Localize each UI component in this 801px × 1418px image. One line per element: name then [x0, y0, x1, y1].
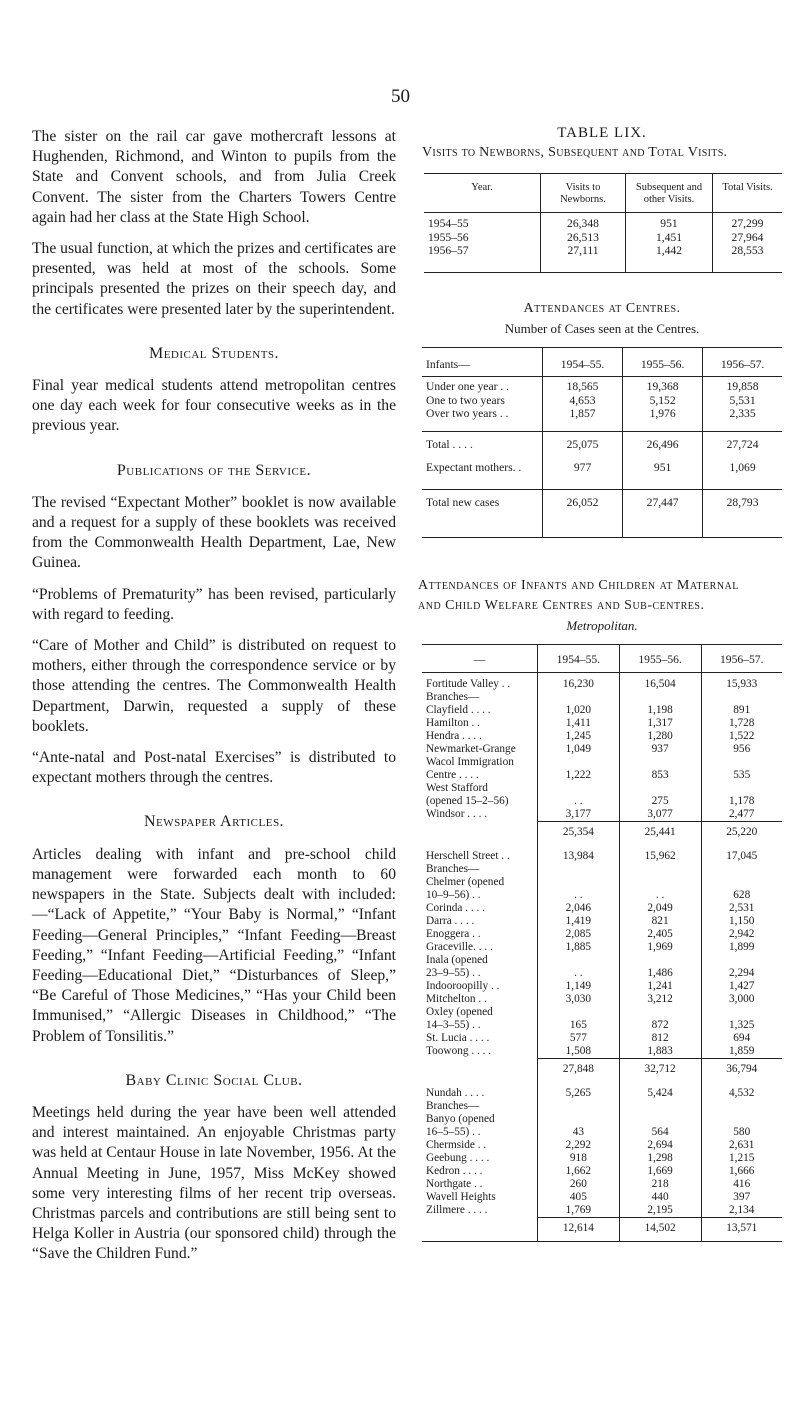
attendance-cell: 2,085 — [538, 928, 620, 941]
visits-subsequent-cell: 951 — [626, 213, 713, 231]
attendance-cell — [701, 954, 782, 967]
attendance-cell — [701, 1006, 782, 1019]
centre-name-cell: Mitchelton . . — [426, 993, 487, 1005]
attendance-cell: 1,280 — [619, 730, 701, 743]
centre-name-cell: Centre . . . . — [426, 769, 479, 781]
maternal-heading-line-2: and Child Welfare Centres and Sub-centres. — [418, 598, 705, 613]
attendance-cell: 956 — [701, 743, 782, 756]
table-row — [422, 1006, 782, 1019]
medical-students-text: Final year medical students attend metropolitan centres one day each week for four consecutive weeks as in the previous year. — [32, 377, 396, 435]
attendance-cell: 2,049 — [619, 902, 701, 915]
table-row — [422, 769, 782, 782]
attendance-cell: 577 — [538, 1032, 620, 1045]
centre-name-cell: Kedron . . . . — [426, 1165, 483, 1177]
table-row — [422, 730, 782, 743]
attendance-cell: 628 — [701, 889, 782, 902]
centres-expectant-label: Expectant mothers. . — [426, 461, 522, 474]
attendance-cell: 1,427 — [701, 980, 782, 993]
attendance-cell: 1,178 — [701, 795, 782, 808]
attendance-cell: 1,419 — [538, 915, 620, 928]
subtotal-cell: 25,354 — [538, 822, 620, 846]
attendance-cell: 1,241 — [619, 980, 701, 993]
attendance-cell: 2,531 — [701, 902, 782, 915]
centres-cell: 5,531 — [703, 394, 782, 408]
attendance-cell: 1,899 — [701, 941, 782, 954]
visits-total-cell: 27,964 — [713, 231, 783, 245]
attendance-cell — [701, 756, 782, 769]
visits-newborns-cell: 27,111 — [541, 244, 626, 272]
centre-name-cell: 14–3–55) . . — [426, 1019, 481, 1031]
table-row — [422, 394, 782, 408]
attendance-cell: . . — [619, 889, 701, 902]
table-row — [422, 863, 782, 876]
maternal-table — [422, 644, 782, 1242]
centres-row-label: Over two years . . — [426, 407, 509, 420]
attendance-cell: 16,504 — [619, 673, 701, 692]
attendance-cell: 1,969 — [619, 941, 701, 954]
attendance-cell — [701, 863, 782, 876]
visits-header-subsequent: Subsequent and other Visits. — [626, 174, 713, 213]
attendance-cell — [701, 1100, 782, 1113]
centre-name-cell: Hamilton . . — [426, 717, 480, 729]
attendance-cell — [619, 954, 701, 967]
centre-name-cell: Geebung . . . . — [426, 1152, 490, 1164]
centres-cell: 977 — [543, 461, 623, 489]
centres-total-new-cell: 27,447 — [623, 489, 703, 538]
table-row — [422, 756, 782, 769]
attendance-cell: 2,477 — [701, 808, 782, 822]
centre-name-cell: Clayfield . . . . — [426, 704, 491, 716]
attendance-cell: 5,265 — [538, 1082, 620, 1100]
right-column — [418, 125, 782, 1242]
attendance-cell — [619, 876, 701, 889]
centre-name-cell: Enoggera . . — [426, 928, 481, 940]
visits-newborns-cell: 26,348 — [541, 213, 626, 231]
attendance-cell: 1,198 — [619, 704, 701, 717]
visits-header-total: Total Visits. — [713, 174, 783, 213]
attendance-cell: 218 — [619, 1178, 701, 1191]
attendance-cell: 2,942 — [701, 928, 782, 941]
subtotal-cell: 32,712 — [619, 1059, 701, 1083]
attendance-cell: 13,984 — [538, 845, 620, 863]
centre-name-cell: Fortitude Valley . . — [426, 678, 511, 690]
centres-header-1956: 1956–57. — [703, 347, 782, 377]
attendance-cell: 853 — [619, 769, 701, 782]
table-row — [422, 782, 782, 795]
attendance-cell — [619, 1100, 701, 1113]
table-row — [422, 1019, 782, 1032]
table-row — [422, 717, 782, 730]
subtotal-row — [422, 1059, 782, 1083]
page-number: 50 — [391, 86, 410, 107]
attendance-cell — [538, 876, 620, 889]
centres-header-1955: 1955–56. — [623, 347, 703, 377]
table-row — [422, 795, 782, 808]
attendance-cell: 275 — [619, 795, 701, 808]
metropolitan-subheading: Metropolitan. — [566, 618, 638, 633]
attendance-cell — [701, 1113, 782, 1126]
table-row — [422, 1100, 782, 1113]
table-row — [422, 691, 782, 704]
centre-name-cell: Windsor . . . . — [426, 808, 488, 820]
attendance-cell — [538, 863, 620, 876]
centre-name-cell: Branches— — [426, 863, 480, 875]
attendance-cell: 1,317 — [619, 717, 701, 730]
attendance-cell: . . — [538, 795, 620, 808]
table-row — [422, 489, 782, 538]
maternal-header-blank: — — [422, 645, 538, 673]
centre-name-cell: Branches— — [426, 1100, 480, 1112]
table-row — [422, 377, 782, 394]
attendance-cell: 2,195 — [619, 1204, 701, 1218]
table-row — [422, 941, 782, 954]
attendance-cell: 937 — [619, 743, 701, 756]
attendance-cell: 1,508 — [538, 1045, 620, 1059]
table-row — [424, 213, 782, 231]
attendance-cell — [619, 863, 701, 876]
centre-name-cell: Graceville. . . . — [426, 941, 493, 953]
maternal-header-1955: 1955–56. — [619, 645, 701, 673]
table-row — [422, 902, 782, 915]
attendance-cell: 1,859 — [701, 1045, 782, 1059]
attendance-cell: 43 — [538, 1126, 620, 1139]
medical-students-heading: Medical Students. — [148, 344, 280, 362]
publications-paragraph-2: “Problems of Prematurity” has been revised, particularly with regard to feeding. — [32, 585, 396, 623]
subtotal-cell: 27,848 — [538, 1059, 620, 1083]
centre-name-cell: Herschell Street . . — [426, 850, 510, 862]
attendance-cell: 1,049 — [538, 743, 620, 756]
table-row — [422, 673, 782, 692]
centre-name-cell: Oxley (opened — [426, 1006, 493, 1018]
centres-infants-label: Infants— — [422, 347, 543, 377]
centres-cell: 5,152 — [623, 394, 703, 408]
publications-heading: Publications of the Service. — [116, 461, 312, 479]
attendance-cell: 2,294 — [701, 967, 782, 980]
maternal-header-1956: 1956–57. — [701, 645, 782, 673]
table-row — [424, 244, 782, 272]
table-row — [422, 954, 782, 967]
attendance-cell: 1,885 — [538, 941, 620, 954]
table-row — [422, 808, 782, 822]
attendance-cell: 1,149 — [538, 980, 620, 993]
subtotal-cell: 13,571 — [701, 1218, 782, 1242]
subtotal-cell: 25,441 — [619, 822, 701, 846]
centres-total-new-cell: 26,052 — [543, 489, 623, 538]
attendance-cell — [538, 756, 620, 769]
attendance-cell: 1,222 — [538, 769, 620, 782]
subtotal-cell: 14,502 — [619, 1218, 701, 1242]
attendance-cell: 405 — [538, 1191, 620, 1204]
attendance-cell: 1,666 — [701, 1165, 782, 1178]
centre-name-cell: 16–5–55) . . — [426, 1126, 481, 1138]
subtotal-cell: 12,614 — [538, 1218, 620, 1242]
attendance-cell — [701, 876, 782, 889]
centre-name-cell: Wavell Heights — [426, 1191, 496, 1203]
table-row — [422, 1032, 782, 1045]
centre-name-cell: Corinda . . . . — [426, 902, 485, 914]
centres-total-label: Total . . . . — [422, 431, 543, 461]
visits-year-cell: 1955–56 — [428, 230, 469, 244]
subtotal-blank-cell — [422, 822, 538, 846]
attendance-cell — [619, 691, 701, 704]
maternal-header-1954: 1954–55. — [538, 645, 620, 673]
attendance-cell: 397 — [701, 1191, 782, 1204]
attendance-cell: . . — [538, 889, 620, 902]
visits-subsequent-cell: 1,442 — [626, 244, 713, 272]
centre-name-cell: Indooroopilly . . — [426, 980, 500, 992]
attendance-cell: 15,962 — [619, 845, 701, 863]
centre-name-cell: 23–9–55) . . — [426, 967, 481, 979]
attendance-cell: 2,134 — [701, 1204, 782, 1218]
attendance-cell: 1,411 — [538, 717, 620, 730]
table-row — [422, 928, 782, 941]
centre-name-cell: Newmarket-Grange — [426, 743, 516, 755]
attendance-cell: 2,405 — [619, 928, 701, 941]
centre-name-cell: Chelmer (opened — [426, 876, 505, 888]
visits-year-cell: 1954–55 — [428, 217, 469, 230]
attendance-cell: 891 — [701, 704, 782, 717]
attendances-subheading: Number of Cases seen at the Centres. — [504, 320, 700, 336]
table-lix-title: TABLE LIX. — [557, 125, 647, 141]
intro-paragraph-2: The usual function, at which the prizes and certificates are presented, was held at most of the schools. Some principals presented the prizes on their speech day, and the certificates were presented later by the superintendent. — [32, 240, 396, 318]
table-row — [422, 743, 782, 756]
centres-total-cell: 26,496 — [623, 431, 703, 461]
social-club-heading: Baby Clinic Social Club. — [125, 1071, 303, 1089]
visits-table — [424, 173, 782, 273]
attendance-cell: 1,662 — [538, 1165, 620, 1178]
table-row — [422, 461, 782, 489]
attendance-cell: 440 — [619, 1191, 701, 1204]
table-row — [422, 1178, 782, 1191]
attendance-cell: 1,325 — [701, 1019, 782, 1032]
table-row — [422, 1152, 782, 1165]
attendance-cell — [538, 954, 620, 967]
centre-name-cell: Darra . . . . — [426, 915, 475, 927]
attendance-cell: 694 — [701, 1032, 782, 1045]
table-row — [424, 231, 782, 245]
attendance-cell — [538, 1006, 620, 1019]
centres-cell: 1,976 — [623, 407, 703, 431]
left-column — [32, 127, 396, 1276]
subtotal-row — [422, 822, 782, 846]
table-row — [422, 1126, 782, 1139]
attendance-cell: . . — [538, 967, 620, 980]
centre-name-cell: St. Lucia . . . . — [426, 1032, 490, 1044]
centres-cell: 1,069 — [703, 461, 782, 489]
table-row — [422, 1082, 782, 1100]
attendance-cell: 3,077 — [619, 808, 701, 822]
attendance-cell — [538, 1113, 620, 1126]
attendance-cell: 2,046 — [538, 902, 620, 915]
table-row — [422, 1165, 782, 1178]
attendance-cell: 416 — [701, 1178, 782, 1191]
table-row — [422, 1191, 782, 1204]
attendance-cell: 2,292 — [538, 1139, 620, 1152]
attendance-cell: 812 — [619, 1032, 701, 1045]
attendance-cell: 2,631 — [701, 1139, 782, 1152]
table-row — [422, 1045, 782, 1059]
table-row — [422, 967, 782, 980]
attendance-cell: 5,424 — [619, 1082, 701, 1100]
attendance-cell: 918 — [538, 1152, 620, 1165]
newspaper-articles-text: Articles dealing with infant and pre-school child management were forwarded each month to 60 newspapers in the State. Subjects dealt with included:—“Lack of Appetite,” “Your Baby is Normal,” “Infant Feeding—General Principles,” “Infant Feeding—Breast Feeding,” “Infant Feeding—Artificial Feeding,” “Infant Feeding—Educational Diet,” “Disturbances of Sleep,” “Be Careful of Those Medicines,” “Has your Child been Immunised,” “Allergic Diseases in Childhood,” “The Problem of Tonsilitis.” — [32, 845, 396, 1045]
attendance-cell: 3,177 — [538, 808, 620, 822]
centres-row-label: One to two years — [426, 393, 505, 407]
attendance-cell: 16,230 — [538, 673, 620, 692]
centre-name-cell: Zillmere . . . . — [426, 1204, 488, 1216]
attendance-cell — [538, 691, 620, 704]
attendance-cell: 2,694 — [619, 1139, 701, 1152]
centres-header-1954: 1954–55. — [543, 347, 623, 377]
attendance-cell: 1,150 — [701, 915, 782, 928]
publications-paragraph-3: “Care of Mother and Child” is distributed on request to mothers, either through the correspondence service or by those attending the centres. The Commonwealth Health Department, Darwin, requested a supply of these booklets. — [32, 637, 396, 735]
attendance-cell: 564 — [619, 1126, 701, 1139]
centre-name-cell: 10–9–56) . . — [426, 889, 481, 901]
centres-table — [422, 347, 782, 539]
centre-name-cell: Toowong . . . . — [426, 1045, 492, 1057]
centres-cell: 19,368 — [623, 377, 703, 394]
centre-name-cell: West Stafford — [426, 782, 488, 794]
attendance-cell: 17,045 — [701, 845, 782, 863]
newspaper-articles-heading: Newspaper Articles. — [143, 813, 285, 831]
attendance-cell: 3,000 — [701, 993, 782, 1006]
visits-subsequent-cell: 1,451 — [626, 231, 713, 245]
visits-total-cell: 28,553 — [713, 244, 783, 272]
centres-total-new-cell: 28,793 — [703, 489, 782, 538]
centre-name-cell: Hendra . . . . — [426, 730, 482, 742]
table-row — [422, 889, 782, 902]
visits-header-year: Year. — [424, 174, 541, 213]
maternal-heading-line-1: Attendances of Infants and Children at Maternal — [418, 578, 739, 593]
table-row — [422, 845, 782, 863]
table-row — [422, 704, 782, 717]
attendance-cell: 1,245 — [538, 730, 620, 743]
centres-cell: 1,857 — [543, 407, 623, 431]
publications-paragraph-1: The revised “Expectant Mother” booklet is now available and a request for a supply of these booklets was received from the Commonwealth Health Department, Lae, New Guinea. — [32, 493, 396, 572]
attendance-cell: 3,212 — [619, 993, 701, 1006]
subtotal-cell: 36,794 — [701, 1059, 782, 1083]
table-row — [422, 1139, 782, 1152]
attendance-cell: 165 — [538, 1019, 620, 1032]
table-row — [422, 1113, 782, 1126]
attendance-cell: 535 — [701, 769, 782, 782]
attendance-cell: 1,215 — [701, 1152, 782, 1165]
attendance-cell — [619, 1006, 701, 1019]
subtotal-cell: 25,220 — [701, 822, 782, 846]
centres-cell: 951 — [623, 461, 703, 489]
centres-total-new-label: Total new cases — [422, 489, 543, 538]
subtotal-blank-cell — [422, 1218, 538, 1242]
attendance-cell: 1,728 — [701, 717, 782, 730]
attendance-cell: 3,030 — [538, 993, 620, 1006]
social-club-text: Meetings held during the year have been well attended and interest maintained. An enjoyable Christmas party was held at Centaur House in late November, 1956. At the Annual Meeting in June, 1957, Miss McKey showed some very interesting films of her recent trip overseas. Christmas parcels and contributions are still being sent to Helga Koller in Austria (our sponsored child) through the “Save the Children Fund.” — [32, 1103, 396, 1263]
attendance-cell — [701, 782, 782, 795]
attendance-cell: 1,769 — [538, 1204, 620, 1218]
attendance-cell — [619, 782, 701, 795]
visits-total-cell: 27,299 — [713, 213, 783, 231]
attendance-cell: 872 — [619, 1019, 701, 1032]
centre-name-cell: Inala (opened — [426, 954, 488, 966]
centres-cell: 4,653 — [543, 394, 623, 408]
table-row — [422, 993, 782, 1006]
centres-row-label: Under one year . . — [426, 380, 510, 393]
visits-header-newborns: Visits to Newborns. — [541, 174, 626, 213]
attendances-heading: Attendances at Centres. — [523, 300, 681, 316]
centres-total-cell: 25,075 — [543, 431, 623, 461]
centres-cell: 18,565 — [543, 377, 623, 394]
attendance-cell — [619, 756, 701, 769]
attendance-cell: 1,522 — [701, 730, 782, 743]
attendance-cell — [619, 1113, 701, 1126]
attendance-cell: 4,532 — [701, 1082, 782, 1100]
centres-cell: 19,858 — [703, 377, 782, 394]
attendance-cell: 580 — [701, 1126, 782, 1139]
table-row — [422, 915, 782, 928]
attendance-cell: 1,669 — [619, 1165, 701, 1178]
attendance-cell: 1,486 — [619, 967, 701, 980]
visits-newborns-cell: 26,513 — [541, 231, 626, 245]
attendance-cell — [538, 782, 620, 795]
centre-name-cell: Banyo (opened — [426, 1113, 495, 1125]
centre-name-cell: Chermside . . — [426, 1139, 487, 1151]
centre-name-cell: Nundah . . . . — [426, 1087, 485, 1099]
table-row — [422, 407, 782, 431]
subtotal-blank-cell — [422, 1059, 538, 1083]
publications-paragraph-4: “Ante-natal and Post-natal Exercises” is distributed to expectant mothers through the centres. — [32, 749, 396, 787]
attendance-cell — [701, 691, 782, 704]
centres-total-cell: 27,724 — [703, 431, 782, 461]
attendance-cell: 15,933 — [701, 673, 782, 692]
table-row — [422, 431, 782, 461]
centre-name-cell: (opened 15–2–56) — [426, 795, 509, 807]
centre-name-cell: Wacol Immigration — [426, 756, 514, 768]
attendance-cell: 1,020 — [538, 704, 620, 717]
visits-year-cell: 1956–57 — [428, 244, 469, 257]
table-row — [422, 980, 782, 993]
centres-cell: 2,335 — [703, 407, 782, 431]
table-row — [422, 876, 782, 889]
table-lix-subtitle: Visits to Newborns, Subsequent and Total Visits. — [422, 145, 728, 160]
attendance-cell: 1,883 — [619, 1045, 701, 1059]
attendance-cell: 821 — [619, 915, 701, 928]
table-row — [422, 1204, 782, 1218]
centre-name-cell: Northgate . . — [426, 1178, 483, 1190]
subtotal-row — [422, 1218, 782, 1242]
attendance-cell — [538, 1100, 620, 1113]
intro-paragraph-1: The sister on the rail car gave mothercraft lessons at Hughenden, Richmond, and Winton to pupils from the State and Convent schools, and from Julia Creek Convent. The sister from the Charters Towers Centre again had her class at the State High School. — [32, 128, 396, 226]
attendance-cell: 1,298 — [619, 1152, 701, 1165]
centre-name-cell: Branches— — [426, 691, 480, 703]
attendance-cell: 260 — [538, 1178, 620, 1191]
